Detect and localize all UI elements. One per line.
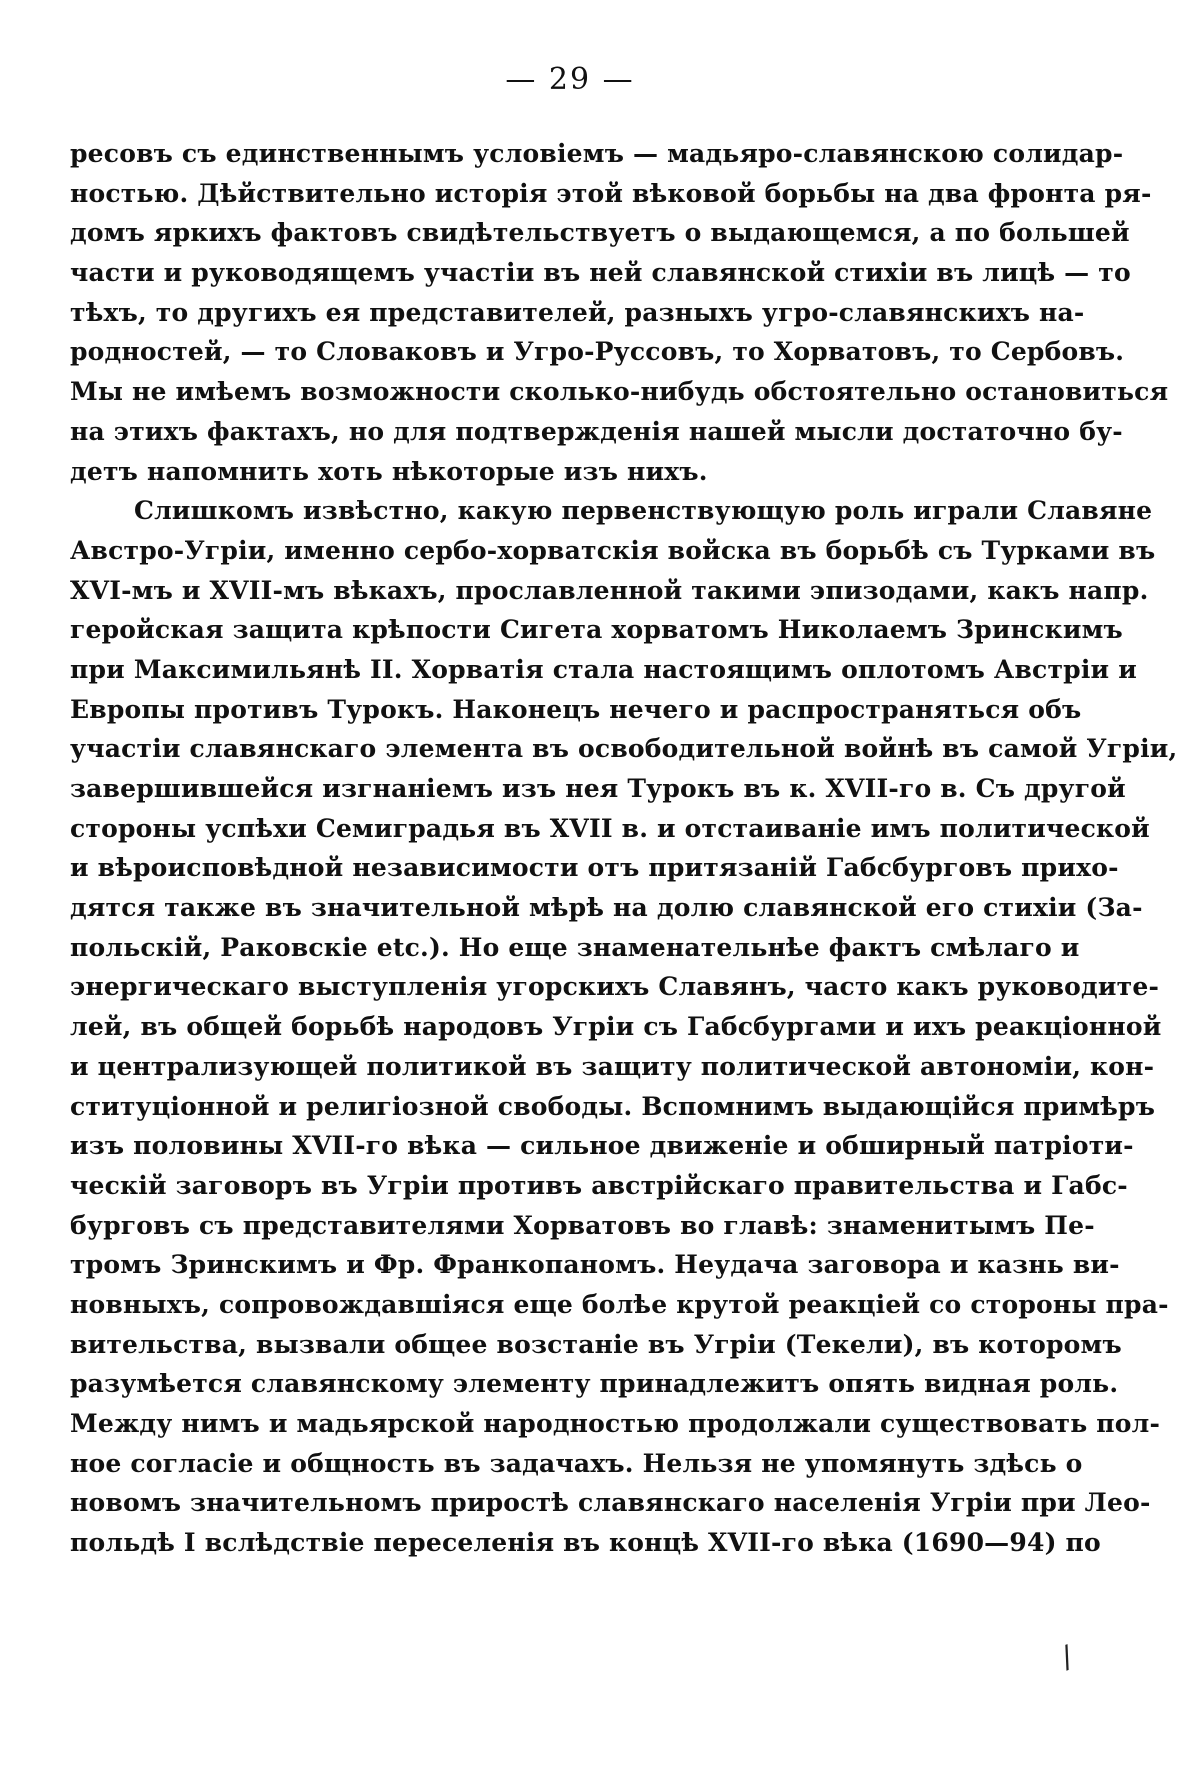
paragraph-1 — [70, 134, 1169, 491]
text-line: Мы не имѣемъ возможности сколько-нибудь обстоятельно остановиться — [70, 377, 1169, 407]
text-line: польскій, Раковскіе etc.). Но еще знаменательнѣе фактъ смѣлаго и — [70, 932, 1080, 962]
text-line: геройская защита крѣпости Сигета хорватомъ Николаемъ Зринскимъ — [70, 615, 1123, 645]
text-line: ческій заговоръ въ Угріи противъ австрійскаго правительства и Габс- — [70, 1170, 1128, 1200]
text-line: тѣхъ, то другихъ ея представителей, разныхъ угро-славянскихъ на- — [70, 297, 1085, 327]
text-line: Слишкомъ извѣстно, какую первенствующую роль играли Славяне — [134, 496, 1153, 526]
text-line: части и руководящемъ участіи въ ней славянской стихіи въ лицѣ — то — [70, 258, 1131, 288]
text-line: дятся также въ значительной мѣрѣ на долю славянской его стихіи (За- — [70, 893, 1143, 923]
paragraph-2 — [70, 491, 1177, 1563]
text-line: ресовъ съ единственнымъ условіемъ — мадьяро-славянскою солидар- — [70, 139, 1124, 168]
text-line: ностью. Дѣйствительно исторія этой вѣковой борьбы на два фронта ря- — [70, 178, 1152, 208]
text-line: новныхъ, сопровождавшіяся еще болѣе крутой реакціей со стороны пра- — [70, 1289, 1169, 1319]
text-line: стороны успѣхи Семиградья въ XVII в. и отстаиваніе имъ политической — [70, 813, 1150, 843]
text-line: XVI-мъ и XVII-мъ вѣкахъ, прославленной такими эпизодами, какъ напр. — [70, 575, 1149, 605]
text-line: лей, въ общей борьбѣ народовъ Угріи съ Габсбургами и ихъ реакціонной — [70, 1012, 1162, 1042]
text-line: участіи славянскаго элемента въ освободительной войнѣ въ самой Угріи, — [70, 734, 1177, 764]
text-line: новомъ значительномъ приростѣ славянскаго населенія Угріи при Лео- — [70, 1488, 1151, 1518]
text-line: детъ напомнить хоть нѣкоторые изъ нихъ. — [70, 456, 708, 486]
text-line: разумѣется славянскому элементу принадлежитъ опять видная роль. — [70, 1369, 1119, 1399]
text-line: тромъ Зринскимъ и Фр. Франкопаномъ. Неудача заговора и казнь ви- — [70, 1250, 1120, 1280]
text-line: родностей, — то Словаковъ и Угро-Руссовъ, то Хорватовъ, то Сербовъ. — [70, 337, 1125, 367]
text-line: Австро-Угріи, именно сербо-хорватскія войска въ борьбѣ съ Турками въ — [70, 535, 1156, 565]
text-line: домъ яркихъ фактовъ свидѣтельствуетъ о выдающемся, а по большей — [70, 218, 1130, 248]
text-line: бурговъ съ представителями Хорватовъ во главѣ: знаменитымъ Пе- — [70, 1210, 1095, 1240]
text-line: завершившейся изгнаніемъ изъ нея Турокъ въ к. XVII-го в. Съ другой — [70, 774, 1126, 803]
margin-pencil-mark: / — [1056, 1639, 1078, 1676]
text-line: ное согласіе и общность въ задачахъ. Нельзя не упомянуть здѣсь о — [70, 1448, 1083, 1478]
text-line: и централизующей политикой въ защиту политической автономіи, кон- — [70, 1051, 1155, 1081]
text-line: энергическаго выступленія угорскихъ Славянъ, часто какъ руководите- — [70, 972, 1160, 1002]
body-text — [70, 134, 1177, 1563]
text-line: польдѣ I вслѣдствіе переселенія въ концѣ XVII-го вѣка (1690—94) по — [70, 1528, 1101, 1558]
text-line: ституціонной и религіозной свободы. Вспомнимъ выдающійся примѣръ — [70, 1091, 1156, 1121]
text-line: на этихъ фактахъ, но для подтвержденія нашей мысли достаточно бу- — [70, 416, 1123, 446]
text-line: изъ половины XVII-го вѣка — сильное движеніе и обширный патріоти- — [70, 1131, 1134, 1161]
text-line: Между нимъ и мадьярской народностью продолжали существовать пол- — [70, 1409, 1161, 1438]
text-line: и вѣроисповѣдной независимости отъ притязаній Габсбурговъ прихо- — [70, 853, 1119, 883]
text-line: Европы противъ Турокъ. Наконецъ нечего и распространяться объ — [70, 694, 1082, 724]
text-line: при Максимильянѣ II. Хорватія стала настоящимъ оплотомъ Австріи и — [70, 654, 1137, 684]
page-number: — 29 — — [505, 62, 635, 97]
text-line: вительства, вызвали общее возстаніе въ Угріи (Текели), въ которомъ — [70, 1329, 1122, 1359]
